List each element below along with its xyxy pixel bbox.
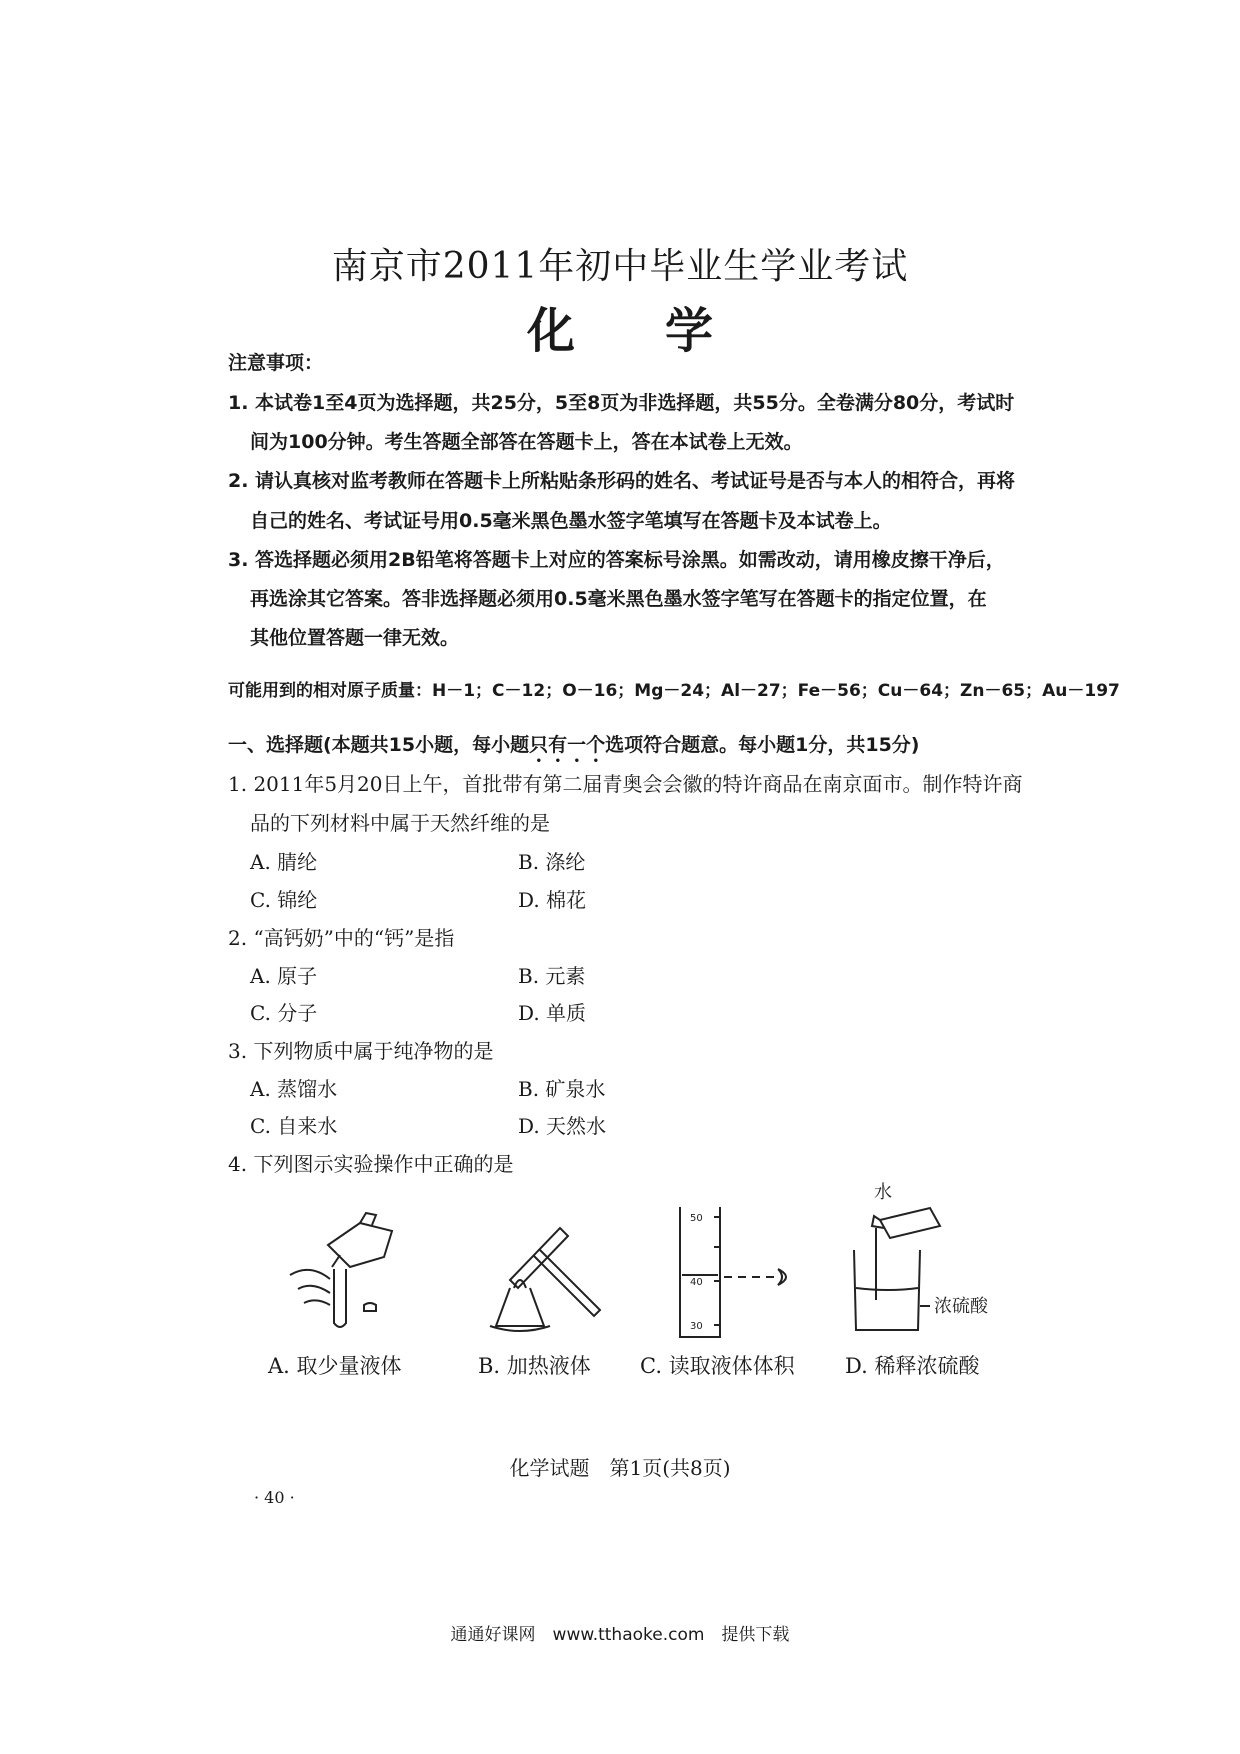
section-heading-end: 选项符合题意。每小题1分，共15分): [605, 734, 920, 756]
q1-option-d: D. 棉花: [518, 888, 587, 912]
figure-d-caption: D. 稀释浓硫酸: [845, 1354, 980, 1378]
q2-stem: 2. “高钙奶”中的“钙”是指: [228, 926, 455, 950]
q2-option-d: D. 单质: [518, 1001, 587, 1025]
subject-title: 化学: [526, 303, 803, 359]
notice-item-1-line-2: 间为100分钟。考生答题全部答在答题卡上，答在本试卷上无效。: [250, 431, 803, 453]
heat-liquid-in-test-tube-icon: [480, 1210, 620, 1340]
q1-stem-line-1: 1. 2011年5月20日上午，首批带有第二届青奥会会徽的特许商品在南京面市。制作特许商: [228, 772, 1023, 796]
q2-option-c: C. 分子: [250, 1001, 318, 1025]
dilute-sulfuric-acid-icon: [840, 1180, 1000, 1340]
section-heading-emphasis: 只有一个: [529, 734, 606, 756]
section-heading-start: 一、选择题(本题共15小题，每小题: [228, 734, 530, 756]
water-label: 水: [874, 1182, 892, 1203]
exam-title: 南京市2011年初中毕业生学业考试: [331, 246, 909, 287]
q3-option-c: C. 自来水: [250, 1114, 338, 1138]
figure-c-caption: C. 读取液体体积: [640, 1354, 795, 1378]
q2-option-b: B. 元素: [518, 964, 586, 988]
notice-item-1-line-1: 1. 本试卷1至4页为选择题，共25分，5至8页为非选择题，共55分。全卷满分80分，考试时: [228, 392, 1015, 414]
q1-option-a: A. 腈纶: [250, 850, 318, 874]
q1-option-c: C. 锦纶: [250, 888, 318, 912]
page-number: · 40 ·: [254, 1488, 295, 1507]
q2-option-a: A. 原子: [250, 964, 318, 988]
q1-option-b: B. 涤纶: [518, 850, 586, 874]
notice-item-3-line-2: 再选涂其它答案。答非选择题必须用0.5毫米黑色墨水签字笔写在答题卡的指定位置，在: [250, 588, 987, 610]
figure-a-caption: A. 取少量液体: [268, 1354, 402, 1378]
q3-option-a: A. 蒸馏水: [250, 1077, 338, 1101]
notice-item-2-line-2: 自己的姓名、考试证号用0.5毫米黑色墨水签字笔填写在答题卡及本试卷上。: [250, 510, 892, 532]
pour-liquid-into-test-tube-icon: [280, 1205, 420, 1335]
atomic-masses: 可能用到的相对原子质量：H－1；C－12；O－16；Mg－24；Al－27；Fe－56；Cu－64；Zn－65；Au－197: [228, 681, 1120, 701]
q1-stem-line-2: 品的下列材料中属于天然纤维的是: [250, 811, 550, 835]
cylinder-tick-50: 50: [690, 1213, 703, 1224]
acid-label: 浓硫酸: [934, 1296, 988, 1317]
cylinder-tick-30: 30: [690, 1321, 703, 1332]
notice-item-3-line-1: 3. 答选择题必须用2B铅笔将答题卡上对应的答案标号涂黑。如需改动，请用橡皮擦干净后，: [228, 549, 1005, 571]
q3-option-b: B. 矿泉水: [518, 1077, 606, 1101]
page-info: 化学试题 第1页(共8页): [509, 1456, 731, 1480]
cylinder-tick-40: 40: [690, 1277, 703, 1288]
source-note: 通通好课网 www.tthaoke.com 提供下载: [450, 1625, 790, 1645]
q3-stem: 3. 下列物质中属于纯净物的是: [228, 1039, 494, 1063]
figure-b-caption: B. 加热液体: [478, 1354, 591, 1378]
graduated-cylinder-reading-icon: [670, 1205, 810, 1345]
q4-stem: 4. 下列图示实验操作中正确的是: [228, 1152, 514, 1176]
notice-item-2-line-1: 2. 请认真核对监考教师在答题卡上所粘贴条形码的姓名、考试证号是否与本人的相符合，再将: [228, 470, 1016, 492]
section-heading: [228, 730, 920, 767]
notice-item-3-line-3: 其他位置答题一律无效。: [250, 627, 460, 649]
notice-heading: 注意事项：: [228, 352, 324, 374]
q3-option-d: D. 天然水: [518, 1114, 607, 1138]
